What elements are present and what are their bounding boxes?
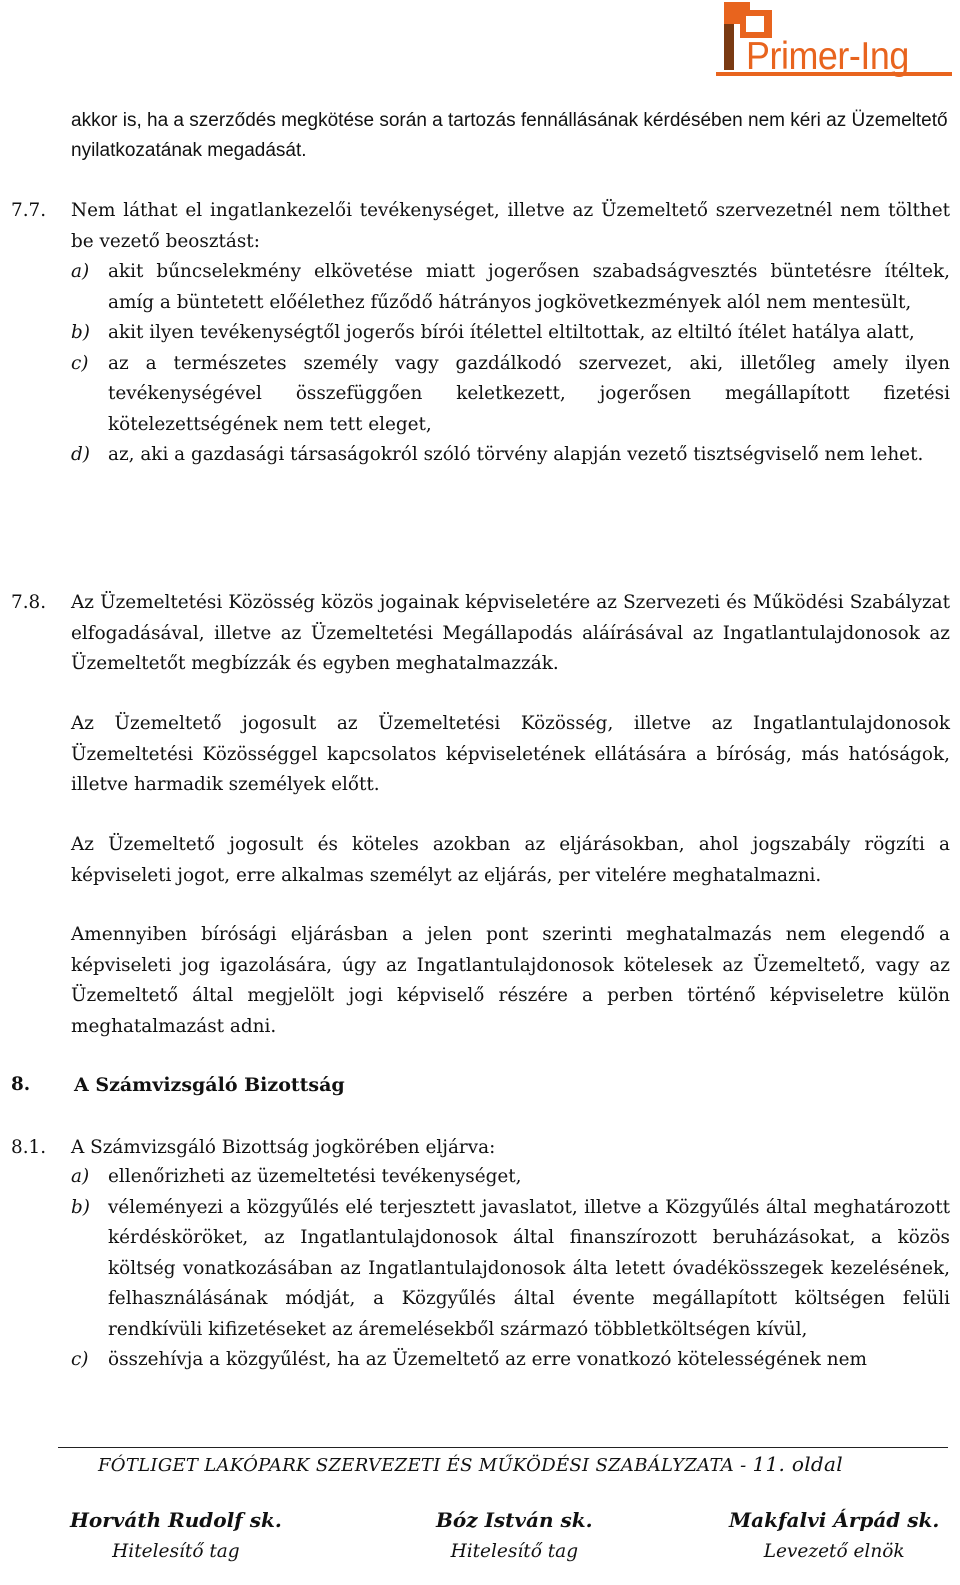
list-item [71, 318, 950, 349]
section-8-1-text: A Számvizsgáló Bizottság jogkörében eljárva: [71, 1137, 496, 1158]
section-number-8: 8. [11, 1074, 31, 1095]
list-item-text: akit bűncselekmény elkövetése miatt jogerősen szabadságvesztés büntetésre ítéltek, amíg a büntetett előélethez fűződő hátrányos jogkövetkezmények alól nem mentesült, [108, 261, 950, 313]
section-7-7-text: Nem láthat el ingatlankezelői tevékenységet, illetve az Üzemeltető szervezetnél nem tölthet be vezető beosztást: [71, 200, 950, 252]
section-7-8-paragraph-4: Amennyiben bírósági eljárásban a jelen pont szerinti meghatalmazás nem elegendő a képviseleti jog igazolására, úgy az Ingatlantulajdonosok kötelesek az Üzemeltető, vagy az Üzemeltető által megjelölt jogi képviselő részére a perben történő képviseletre külön meghatalmazást adni. [71, 924, 950, 1037]
footer-title [98, 1450, 843, 1480]
signature-name: Bóz István sk. [436, 1508, 593, 1532]
list-letter: b) [71, 322, 90, 343]
list-item [71, 440, 950, 471]
page-number: 11. oldal [752, 1452, 843, 1476]
list-item-text: ellenőrizheti az üzemeltetési tevékenységet, [108, 1166, 522, 1187]
list-item [71, 1193, 950, 1346]
list-item-text: akit ilyen tevékenységtől jogerős bírói ítélettel eltiltottak, az eltiltó ítélet hatálya alatt, [108, 322, 915, 343]
section-7-8-paragraph-3: Az Üzemeltető jogosult és köteles azokban az eljárásokban, ahol jogszabály rögzíti a képviseleti jogot, erre alkalmas személyt az eljárás, per vitelére meghatalmazni. [71, 834, 950, 886]
list-item-text: az a természetes személy vagy gazdálkodó szervezet, aki, illetőleg amely ilyen tevékenységével összefüggően keletkezett, jogerősen megállapított fizetési kötelezettségének nem tett eleget, [108, 352, 950, 435]
section-number-7-8: 7.8. [11, 592, 47, 613]
list-item-text: összehívja a közgyűlést, ha az Üzemeltető az erre vonatkozó kötelességének nem [108, 1349, 867, 1370]
signature-name: Horváth Rudolf sk. [70, 1508, 282, 1532]
company-logo [716, 0, 956, 92]
list-item [71, 1162, 950, 1193]
signature-role: Hitelesítő tag [450, 1541, 579, 1562]
signature-role: Levezető elnök [763, 1541, 905, 1562]
section-7-8-paragraph-1: Az Üzemeltetési Közösség közös jogainak képviseletére az Szervezeti és Működési Szabályzat elfogadásával, illetve az Üzemeltetési Megállapodás aláírásával az Ingatlantulajdonosok az Üzemeltetőt megbízzák és egyben meghatalmazzák. [71, 592, 950, 674]
list-letter: a) [71, 261, 90, 282]
list-letter: b) [71, 1196, 90, 1218]
footer-document-title: FÓTLIGET LAKÓPARK SZERVEZETI ÉS MŰKÖDÉSI SZABÁLYZATA - [98, 1455, 747, 1476]
section-number-7-7: 7.7. [11, 200, 47, 221]
list-letter: d) [71, 444, 90, 465]
signature-2 [436, 1505, 593, 1567]
section-7-7-list [71, 257, 950, 471]
list-letter: c) [71, 1349, 89, 1370]
signature-1 [70, 1505, 282, 1567]
list-item [71, 349, 950, 441]
list-item-text: az, aki a gazdasági társaságokról szóló törvény alapján vezető tisztségviselő nem lehet. [108, 444, 924, 465]
section-8-1-list [71, 1162, 950, 1376]
signature-name: Makfalvi Árpád sk. [729, 1508, 940, 1532]
section-number-8-1: 8.1. [11, 1137, 47, 1158]
logo-text: Primer-Ing [746, 35, 909, 78]
section-7-8-paragraph-2: Az Üzemeltető jogosult az Üzemeltetési Közösség, illetve az Ingatlantulajdonosok Üzemeltetési Közösséggel kapcsolatos képviseletének ellátására a bíróság, más hatóságok, illetve harmadik személyek előtt. [71, 713, 950, 795]
list-item [71, 1345, 950, 1376]
intro-paragraph: akkor is, ha a szerződés megkötése során a tartozás fennállásának kérdésében nem kéri az Üzemeltető nyilatkozatának megadását. [71, 110, 948, 161]
signature-role: Hitelesítő tag [112, 1541, 240, 1562]
list-letter: a) [71, 1166, 90, 1187]
list-letter: c) [71, 352, 89, 374]
list-item-text: véleményezi a közgyűlés elé terjesztett javaslatot, illetve a Közgyűlés által meghatározott kérdésköröket, az Ingatlantulajdonosok által finanszírozott beruházásokat, a közös költség vonatkozásában az Ingatlantulajdonosok álta letett óvadékösszegek kezelésének, felhasználásának módját, a Közgyűlés által évente megállapított költségen felüli rendkívüli kifizetéseket az áremelésekből származó többletköltségen kívül, [108, 1196, 950, 1340]
signature-3 [729, 1505, 939, 1567]
list-item [71, 257, 950, 318]
footer-divider [58, 1447, 948, 1448]
section-8-heading: A Számvizsgáló Bizottság [74, 1074, 345, 1096]
